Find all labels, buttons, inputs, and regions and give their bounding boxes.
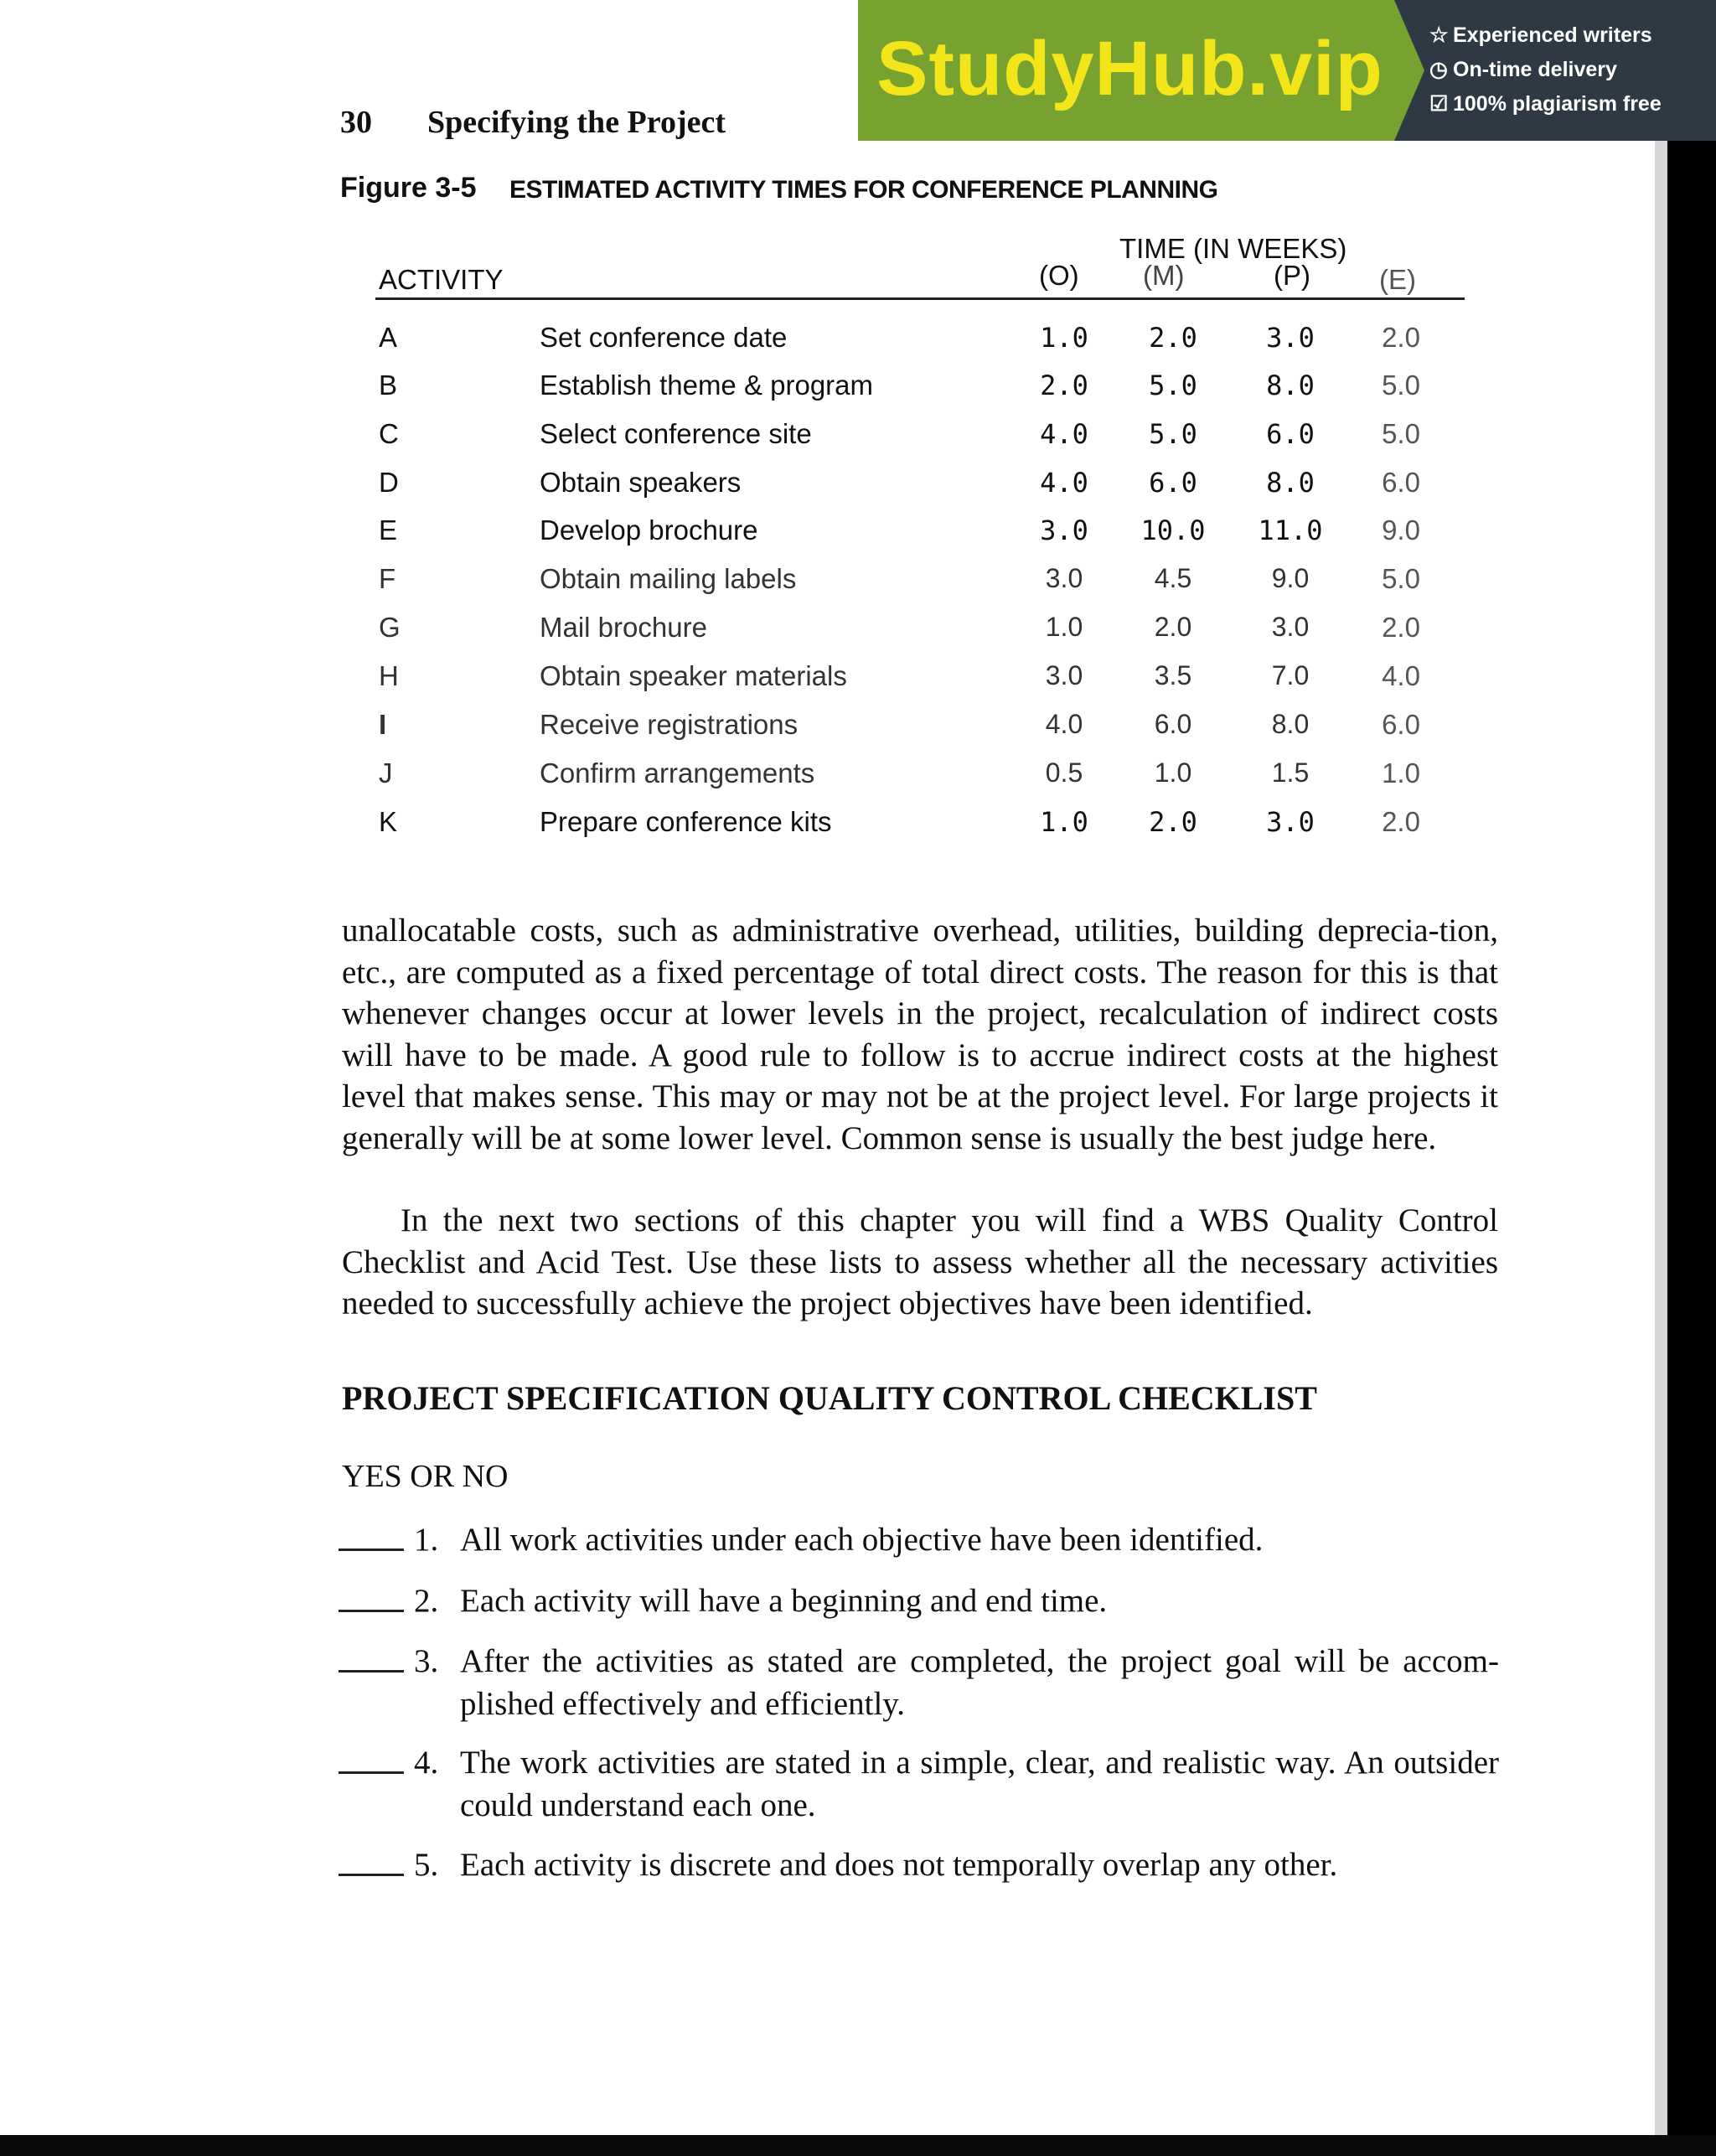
time-optimistic: 3.0 <box>1040 514 1088 546</box>
time-most-likely: 5.0 <box>1149 418 1197 450</box>
time-most-likely: 10.0 <box>1140 514 1206 546</box>
banner-arrow <box>1394 0 1424 141</box>
activity-code: D <box>379 467 399 498</box>
column-header-activity: ACTIVITY <box>379 264 504 295</box>
time-most-likely: 3.5 <box>1154 660 1192 690</box>
item-number: 1. <box>414 1522 439 1558</box>
activity-code: H <box>379 660 399 691</box>
column-header-m: (M) <box>1143 260 1185 291</box>
item-text: Each activity is discrete and does not temporally overlap any other. <box>460 1847 1338 1883</box>
time-pessimistic: 8.0 <box>1271 709 1310 739</box>
time-optimistic: 3.0 <box>1045 660 1083 690</box>
time-expected: 2.0 <box>1382 806 1420 837</box>
time-optimistic: 1.0 <box>1045 612 1083 642</box>
body-paragraph: unallocatable costs, such as administrative overhead, utilities, building deprecia-tion, etc., are computed as a fixed percentage of total direct costs. The reason for this is that whenever changes occur at lower levels in the project, recalculation of indirect costs will have to be made. A good rule to follow is to accrue indirect costs at the highest level that makes sense. This may or may not be at the project level. For large projects it generally will be at some lower level. Common sense is usually the best judge here. <box>342 913 1498 1156</box>
time-optimistic: 1.0 <box>1040 806 1088 838</box>
item-text: Each activity will have a beginning and end time. <box>460 1583 1108 1619</box>
time-most-likely: 1.0 <box>1154 757 1192 788</box>
item-number: 3. <box>414 1643 439 1679</box>
item-text: The work activities are stated in a simple, clear, and realistic way. An outsider could understand each one. <box>460 1745 1499 1823</box>
activity-description: Confirm arrangements <box>540 757 815 788</box>
time-most-likely: 6.0 <box>1154 709 1192 739</box>
time-expected: 4.0 <box>1382 660 1420 691</box>
time-pessimistic: 6.0 <box>1266 418 1315 450</box>
column-header-e: (E) <box>1379 264 1416 295</box>
banner-feature-list <box>1429 18 1662 122</box>
time-pessimistic: 3.0 <box>1266 322 1315 354</box>
answer-blank[interactable] <box>339 1610 404 1612</box>
time-pessimistic: 11.0 <box>1258 514 1323 546</box>
time-most-likely: 5.0 <box>1149 370 1197 401</box>
activity-description: Set conference date <box>540 322 788 353</box>
clock-icon: ◷ <box>1429 58 1448 81</box>
item-number: 5. <box>414 1847 439 1883</box>
table-row <box>0 757 1716 806</box>
time-optimistic: 4.0 <box>1045 709 1083 739</box>
table-header-rule <box>375 297 1465 300</box>
activity-description: Mail brochure <box>540 612 707 643</box>
table-row <box>0 322 1716 370</box>
time-optimistic: 0.5 <box>1045 757 1083 788</box>
time-pessimistic: 8.0 <box>1266 370 1315 401</box>
banner-feature: ☑ 100% plagiarism free <box>1429 87 1662 122</box>
answer-blank[interactable] <box>339 1771 404 1774</box>
activity-description: Obtain mailing labels <box>540 563 797 594</box>
time-pessimistic: 1.5 <box>1271 757 1310 788</box>
item-text: All work activities under each objective have been identified. <box>460 1522 1264 1558</box>
table-row <box>0 612 1716 660</box>
table-row <box>0 370 1716 418</box>
figure-title: ESTIMATED ACTIVITY TIMES FOR CONFERENCE PLANNING <box>509 176 1218 204</box>
banner-logo-panel <box>858 0 1394 141</box>
table-row <box>0 418 1716 467</box>
figure-label: Figure 3-5 <box>340 172 477 204</box>
time-most-likely: 2.0 <box>1154 612 1192 642</box>
time-expected: 6.0 <box>1382 709 1420 740</box>
table-row <box>0 467 1716 515</box>
time-expected: 2.0 <box>1382 612 1420 643</box>
activity-code: I <box>379 709 387 740</box>
table-row <box>0 563 1716 612</box>
time-expected: 5.0 <box>1382 418 1420 449</box>
column-header-p: (P) <box>1274 260 1310 291</box>
table-row <box>0 806 1716 855</box>
star-icon: ☆ <box>1429 23 1449 47</box>
document-check-icon: ☑ <box>1429 92 1449 116</box>
yes-no-label: YES OR NO <box>342 1459 509 1494</box>
item-text: After the activities as stated are completed, the project goal will be accom-plished effectively and efficiently. <box>460 1643 1499 1722</box>
scan-edge-bottom <box>0 2135 1716 2156</box>
time-most-likely: 6.0 <box>1149 467 1197 499</box>
time-optimistic: 4.0 <box>1040 418 1088 450</box>
running-title: Specifying the Project <box>427 105 726 140</box>
time-optimistic: 1.0 <box>1040 322 1088 354</box>
banner-feature: ◷ On-time delivery <box>1429 53 1662 87</box>
activity-code: C <box>379 418 399 449</box>
time-expected: 5.0 <box>1382 370 1420 401</box>
activity-code: G <box>379 612 401 643</box>
time-optimistic: 3.0 <box>1045 563 1083 593</box>
activity-code: J <box>379 757 393 788</box>
activity-description: Establish theme & program <box>540 370 874 401</box>
time-expected: 5.0 <box>1382 563 1420 594</box>
time-pessimistic: 3.0 <box>1266 806 1315 838</box>
time-pessimistic: 8.0 <box>1266 467 1315 499</box>
activity-description: Develop brochure <box>540 514 758 545</box>
time-expected: 6.0 <box>1382 467 1420 498</box>
activity-description: Select conference site <box>540 418 812 449</box>
time-most-likely: 4.5 <box>1154 563 1192 593</box>
time-pessimistic: 9.0 <box>1271 563 1310 593</box>
activity-description: Obtain speakers <box>540 467 742 498</box>
item-number: 2. <box>414 1583 439 1619</box>
time-optimistic: 4.0 <box>1040 467 1088 499</box>
activity-code: F <box>379 563 396 594</box>
activity-code: E <box>379 514 398 545</box>
page-number: 30 <box>340 105 372 140</box>
time-pessimistic: 3.0 <box>1271 612 1310 642</box>
body-paragraph: In the next two sections of this chapter you will find a WBS Quality Control Checklist and Acid Test. Use these lists to assess whether all the necessary activities needed to successfully achieve the project objectives have been identified. <box>342 1202 1498 1321</box>
checklist-heading: PROJECT SPECIFICATION QUALITY CONTROL CHECKLIST <box>342 1379 1317 1417</box>
item-number: 4. <box>414 1745 439 1781</box>
time-expected: 2.0 <box>1382 322 1420 353</box>
banner-feature: ☆ Experienced writers <box>1429 18 1662 53</box>
activity-description: Receive registrations <box>540 709 799 740</box>
activity-code: A <box>379 322 398 353</box>
table-row <box>0 660 1716 709</box>
time-expected: 9.0 <box>1382 514 1420 545</box>
time-expected: 1.0 <box>1382 757 1420 788</box>
studyhub-logo: StudyHub.vip <box>876 26 1383 111</box>
answer-blank[interactable] <box>339 1874 404 1876</box>
answer-blank[interactable] <box>339 1670 404 1673</box>
time-pessimistic: 7.0 <box>1271 660 1310 690</box>
activity-code: B <box>379 370 398 401</box>
time-group-header: TIME (IN WEEKS) <box>1119 233 1347 264</box>
column-header-o: (O) <box>1039 260 1079 291</box>
activity-code: K <box>379 806 398 837</box>
table-row <box>0 709 1716 757</box>
activity-description: Obtain speaker materials <box>540 660 847 691</box>
time-optimistic: 2.0 <box>1040 370 1088 401</box>
time-most-likely: 2.0 <box>1149 806 1197 838</box>
activity-description: Prepare conference kits <box>540 806 832 837</box>
table-row <box>0 514 1716 563</box>
answer-blank[interactable] <box>339 1548 404 1551</box>
time-most-likely: 2.0 <box>1149 322 1197 354</box>
